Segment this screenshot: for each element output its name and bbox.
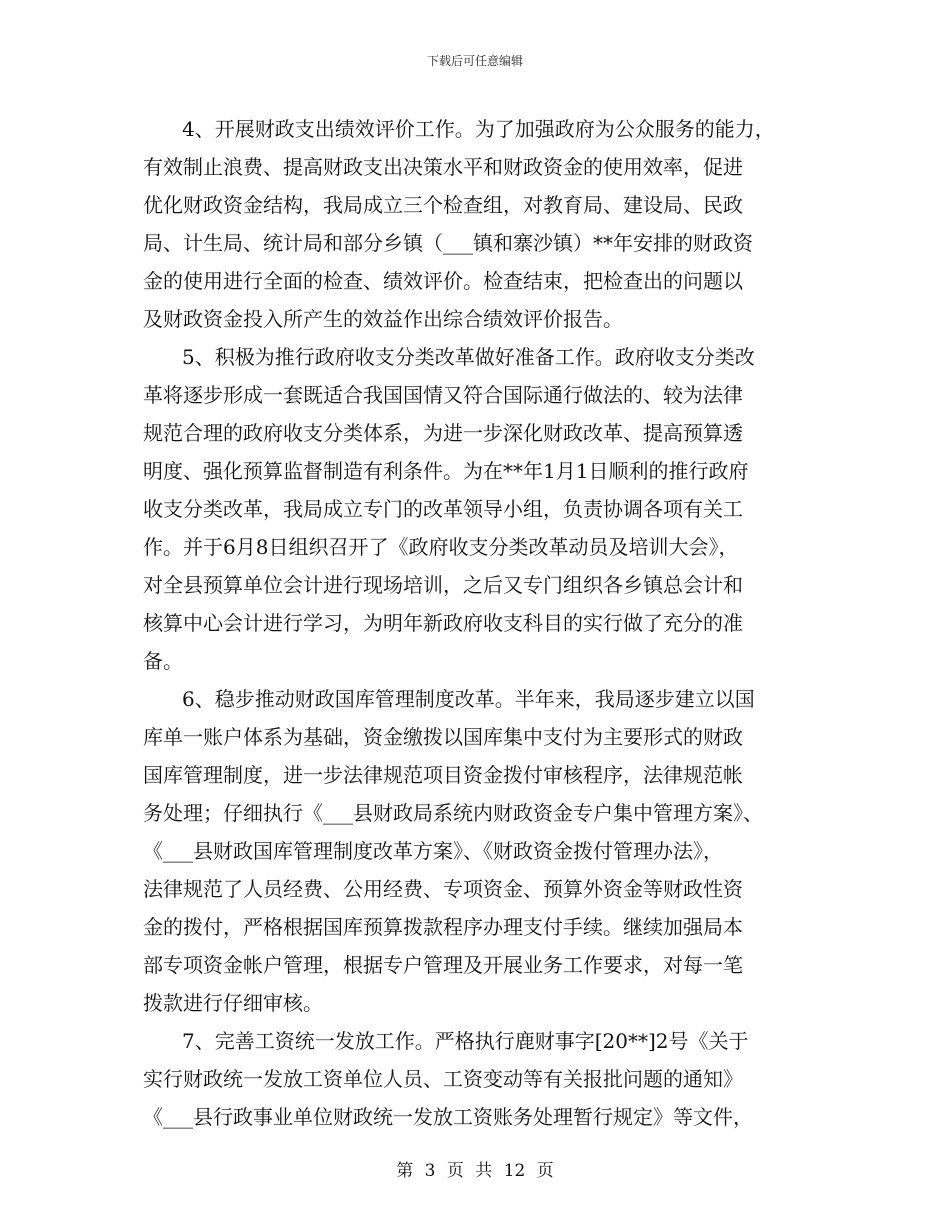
text-line: 部专项资金帐户管理，根据专户管理及开展业务工作要求，对每一笔 — [143, 953, 743, 977]
text-line: 国库管理制度，进一步法律规范项目资金拨付审核程序，法律规范帐 — [143, 763, 743, 787]
text-line: 规范合理的政府收支分类体系，为进一步深化财政改革、提高预算透 — [143, 421, 743, 445]
text-line: 革将逐步形成一套既适合我国国情又符合国际通行做法的、较为法律 — [143, 383, 743, 407]
text-line: 务处理；仔细执行《___县财政局系统内财政资金专户集中管理方案》、 — [143, 801, 763, 825]
text-line: 《___县行政事业单位财政统一发放工资账务处理暂行规定》等文件， — [143, 1105, 753, 1129]
text-line: 收支分类改革，我局成立专门的改革领导小组，负责协调各项有关工 — [143, 497, 743, 521]
text-line: 拨款进行仔细审核。 — [143, 991, 323, 1015]
text-line: 金的拨付，严格根据国库预算拨款程序办理支付手续。继续加强局本 — [143, 915, 743, 939]
text-line: 作。并于6月8日组织召开了《政府收支分类改革动员及培训大会》， — [143, 535, 739, 559]
text-line: 实行财政统一发放工资单位人员、工资变动等有关报批问题的通知》 — [143, 1067, 743, 1091]
page-header: 下载后可任意编辑 — [426, 54, 523, 68]
text-line: 对全县预算单位会计进行现场培训，之后又专门组织各乡镇总会计和 — [143, 573, 743, 597]
text-line: 优化财政资金结构，我局成立三个检查组，对教育局、建设局、民政 — [143, 193, 743, 217]
text-line: 备。 — [143, 649, 183, 673]
text-line: 6、稳步推动财政国库管理制度改革。半年来，我局逐步建立以国 — [182, 687, 755, 711]
text-line: 库单一账户体系为基础，资金缴拨以国库集中支付为主要形式的财政 — [143, 725, 743, 749]
text-line: 明度、强化预算监督制造有利条件。为在**年1月1日顺利的推行政府 — [143, 459, 749, 483]
text-line: 《___县财政国库管理制度改革方案》、《财政资金拨付管理办法》， — [143, 839, 723, 863]
page-footer: 第 3 页 共 12 页 — [396, 1161, 554, 1181]
text-line: 5、积极为推行政府收支分类改革做好准备工作。政府收支分类改 — [182, 345, 755, 369]
text-line: 金的使用进行全面的检查、绩效评价。检查结束，把检查出的问题以 — [143, 269, 743, 293]
text-line: 及财政资金投入所产生的效益作出综合绩效评价报告。 — [143, 307, 623, 331]
text-line: 法律规范了人员经费、公用经费、专项资金、预算外资金等财政性资 — [143, 877, 743, 901]
text-line: 局、计生局、统计局和部分乡镇（___镇和寨沙镇）**年安排的财政资 — [143, 231, 753, 255]
text-line: 核算中心会计进行学习，为明年新政府收支科目的实行做了充分的准 — [143, 611, 743, 635]
text-line: 有效制止浪费、提高财政支出决策水平和财政资金的使用效率，促进 — [143, 155, 743, 179]
text-line: 7、完善工资统一发放工作。严格执行鹿财事字[20**]2号《关于 — [182, 1029, 749, 1053]
text-line: 4、开展财政支出绩效评价工作。为了加强政府为公众服务的能力， — [182, 117, 775, 141]
